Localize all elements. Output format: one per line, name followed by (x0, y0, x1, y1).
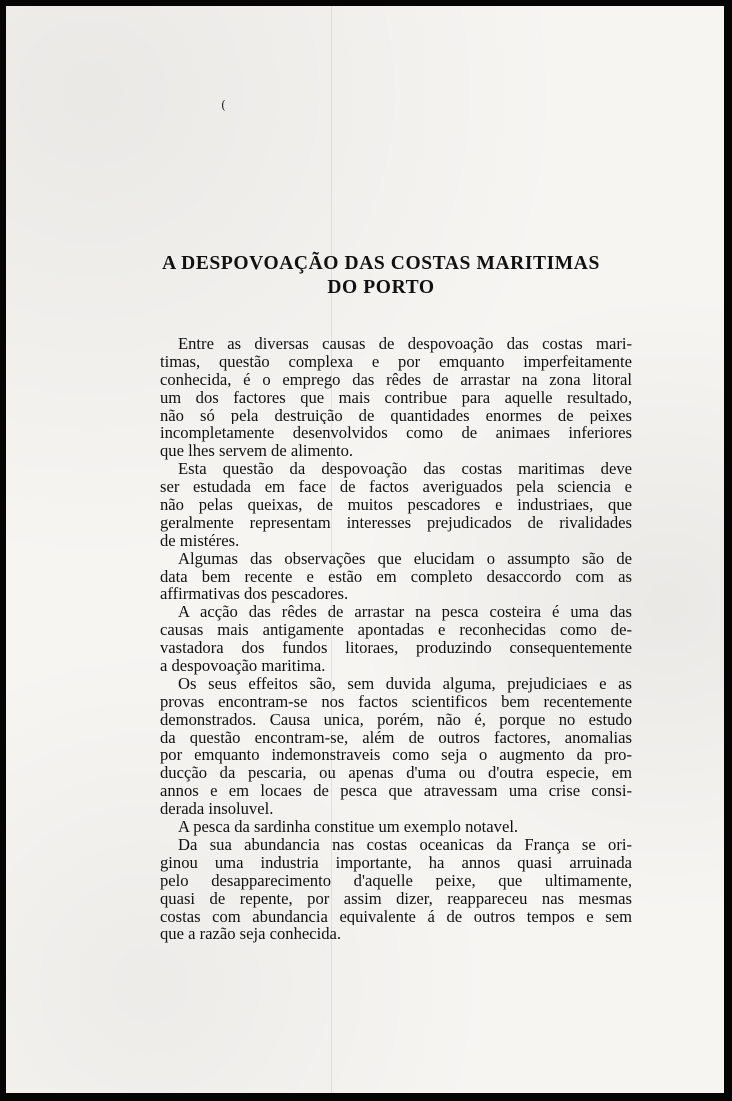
body-line: demonstrados. Causa unica, porém, não é, porque no estudo (160, 710, 632, 729)
body-line: derada insoluvel. (160, 800, 274, 819)
body-line: de mistéres. (160, 531, 240, 550)
body-line: a despovoação maritima. (160, 657, 326, 675)
body-line: quasi de repente, por assim dizer, reappareceu nas mesmas (160, 889, 632, 908)
body-line: que a razão seja conhecida. (160, 925, 342, 944)
article-title-line-1: A DESPOVOAÇÃO DAS COSTAS MARITIMAS (162, 253, 600, 274)
body-line: ginou uma industria importante, ha annos quasi arruinada (160, 853, 632, 872)
body-line: data bem recente e estão em completo desaccordo com as (160, 567, 632, 586)
body-line: da questão encontram-se, além de outros factores, anomalias (160, 728, 632, 747)
body-line: Esta questão da despovoação das costas maritimas deve (178, 460, 632, 479)
body-line: não só pela destruição de quantidades enormes de peixes (160, 406, 632, 425)
body-line: ser estudada em face de factos averiguados pela sciencia e (160, 478, 632, 497)
article-body (160, 335, 632, 943)
body-line: A pesca da sardinha constitue um exemplo notavel. (178, 818, 519, 836)
body-line: provas encontram-se nos factos scientificos bem recentemente (160, 692, 632, 711)
body-line: costas com abundancia equivalente á de outros tempos e sem (160, 907, 632, 926)
body-line: que lhes servem de alimento. (160, 442, 354, 461)
body-line: timas, questão complexa e por emquanto imperfeitamente (160, 352, 632, 371)
body-line: affirmativas dos pescadores. (160, 585, 349, 604)
body-line: por emquanto indemonstraveis como seja o augmento da pro- (160, 746, 632, 765)
body-line: causas mais antigamente apontadas e reconhecidas como de- (160, 621, 632, 640)
body-line: incompletamente desenvolvidos como de animaes inferiores (160, 424, 632, 443)
body-line: geralmente representam interesses prejudicados de rivalidades (160, 513, 632, 532)
body-line: annos e em locaes de pesca que atravessam uma crise consi- (160, 782, 632, 801)
body-line: Entre as diversas causas de despovoação das costas mari- (178, 335, 632, 353)
article-title-line-2: DO PORTO (327, 277, 435, 298)
body-line: Algumas das observações que elucidam o assumpto são de (178, 549, 632, 568)
body-line: vastadora dos fundos litoraes, produzindo consequentemente (160, 639, 632, 658)
document-page (6, 6, 724, 1093)
body-line: Os seus effeitos são, sem duvida alguma, prejudiciaes e as (178, 674, 632, 693)
body-line: conhecida, é o emprego das rêdes de arrastar na zona litoral (160, 370, 632, 389)
body-line: um dos factores que mais contribue para aquelle resultado, (160, 388, 632, 407)
body-line: pelo desapparecimento d'aquelle peixe, que ultimamente, (160, 871, 632, 890)
body-line: A acção das rêdes de arrastar na pesca costeira é uma das (178, 603, 632, 622)
page-mark: ( (221, 98, 226, 112)
body-line: Da sua abundancia nas costas oceanicas da França se ori- (178, 835, 632, 854)
body-line: ducção da pescaria, ou apenas d'uma ou d'outra especie, em (160, 764, 632, 783)
body-line: não pelas queixas, de muitos pescadores e industriaes, que (160, 496, 632, 514)
